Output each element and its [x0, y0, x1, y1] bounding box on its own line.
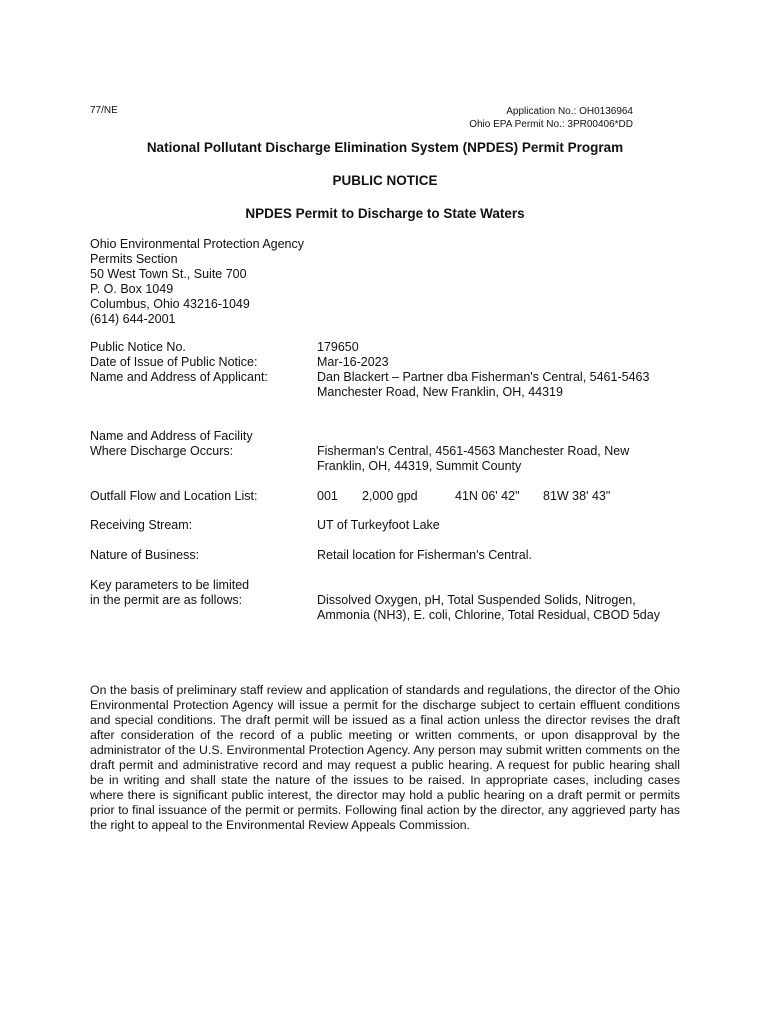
- parameters-label-line-1: Key parameters to be limited: [90, 578, 250, 592]
- parameters-value: [317, 593, 677, 623]
- issue-date-label: Date of Issue of Public Notice:: [90, 355, 258, 369]
- agency-city: Columbus, Ohio 43216-1049: [90, 297, 250, 311]
- stream-value: UT of Turkeyfoot Lake: [317, 518, 440, 532]
- notice-body-paragraph: On the basis of preliminary staff review and application of standards and regulations, the director of the Ohio Environmental Protection Agency will issue a permit for the discharge subject to certain effluent conditions and special conditions. The draft permit will be issued as a final action unless the director revises the draft after consideration of the record of a public meeting or written comments, or upon disapproval by the administrator of the U.S. Environmental Protection Agency. Any person may submit written comments on the draft permit and administrative record and may request a public hearing. A request for public hearing shall be in writing and shall state the nature of the issues to be raised. In appropriate cases, including cases where there is significant public interest, the director may hold a public hearing on a draft permit or permits prior to final issuance of the permit or permits. Following final action by the director, any aggrieved party has the right to appeal to the Environmental Review Appeals Commission.: [90, 683, 680, 832]
- applicant-value: [317, 370, 677, 400]
- facility-value: [317, 444, 677, 474]
- applicant-line-2: Manchester Road, New Franklin, OH, 44319: [317, 385, 563, 399]
- notice-number-value: 179650: [317, 340, 359, 354]
- notice-title: PUBLIC NOTICE: [332, 173, 438, 188]
- applicant-label: Name and Address of Applicant:: [90, 370, 268, 384]
- facility-label-line-2: Where Discharge Occurs:: [90, 444, 234, 458]
- parameters-line-2: Ammonia (NH3), E. coli, Chlorine, Total Residual, CBOD 5day: [317, 608, 660, 622]
- agency-street: 50 West Town St., Suite 700: [90, 267, 247, 281]
- facility-label-line-1: Name and Address of Facility: [90, 429, 253, 443]
- facility-label: [90, 429, 315, 459]
- permit-header: [469, 105, 633, 131]
- stream-label: Receiving Stream:: [90, 518, 193, 532]
- program-title: National Pollutant Discharge Elimination System (NPDES) Permit Program: [146, 140, 624, 155]
- outfall-longitude: 81W 38' 43": [543, 489, 611, 503]
- outfall-value: [317, 489, 677, 504]
- district-code: 77/NE: [90, 105, 118, 116]
- applicant-line-1: Dan Blackert – Partner dba Fisherman's Central, 5461-5463: [317, 370, 650, 384]
- facility-line-1: Fisherman's Central, 4561-4563 Manchester Road, New: [317, 444, 630, 458]
- outfall-latitude: 41N 06' 42": [455, 489, 520, 503]
- parameters-label: [90, 578, 315, 608]
- agency-pobox: P. O. Box 1049: [90, 282, 174, 296]
- notice-number-label: Public Notice No.: [90, 340, 186, 354]
- business-value: Retail location for Fisherman's Central.: [317, 548, 532, 562]
- outfall-label: Outfall Flow and Location List:: [90, 489, 258, 503]
- business-label: Nature of Business:: [90, 548, 200, 562]
- parameters-label-line-2: in the permit are as follows:: [90, 593, 243, 607]
- outfall-flow: 2,000 gpd: [362, 489, 418, 503]
- epa-permit-number: Ohio EPA Permit No.: 3PR00406*DD: [469, 119, 633, 130]
- issue-date-value: Mar-16-2023: [317, 355, 389, 369]
- application-number: Application No.: OH0136964: [506, 106, 633, 117]
- permit-title: NPDES Permit to Discharge to State Waters: [245, 206, 525, 221]
- outfall-number: 001: [317, 489, 338, 503]
- facility-line-2: Franklin, OH, 44319, Summit County: [317, 459, 522, 473]
- agency-name: Ohio Environmental Protection Agency: [90, 237, 305, 251]
- agency-section: Permits Section: [90, 252, 178, 266]
- parameters-line-1: Dissolved Oxygen, pH, Total Suspended Solids, Nitrogen,: [317, 593, 636, 607]
- agency-phone: (614) 644-2001: [90, 312, 176, 326]
- agency-address: [90, 237, 304, 327]
